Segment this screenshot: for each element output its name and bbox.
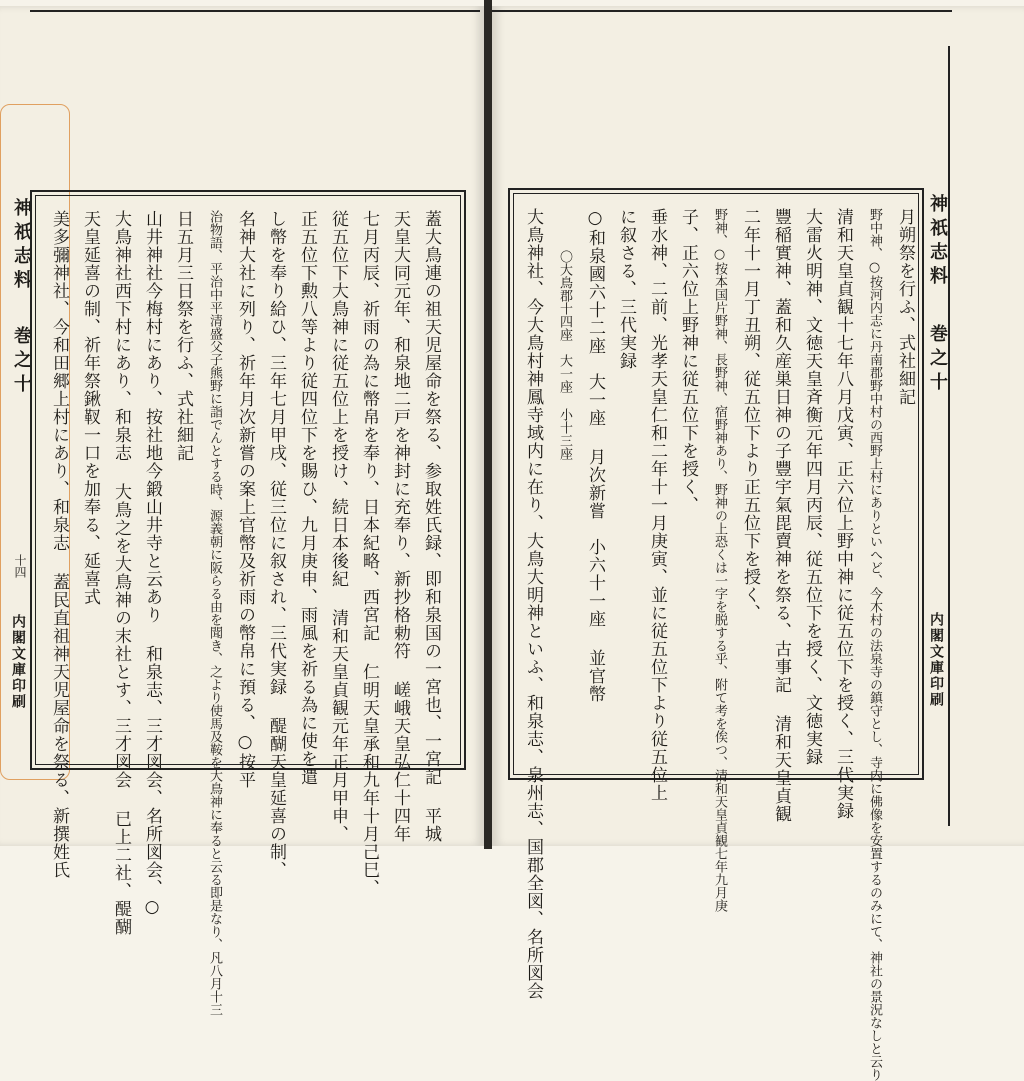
right-text-frame <box>508 188 924 1081</box>
left-margin-title: 神祇志料 <box>11 198 32 294</box>
text-column: 天皇延喜の制、祈年祭鍬靫一口を加奉る、延喜式 <box>80 210 100 606</box>
text-column: 垂水神、二前、光孝天皇仁和二年十一月庚寅、並に従五位下より従五位上 <box>647 208 667 802</box>
left-text-frame <box>30 190 466 1016</box>
text-column: 天皇大同元年、和泉地二戸を神封に充奉り、新抄格勅符 嵯峨天皇弘仁十四年 <box>390 210 410 843</box>
right-volume-label: 巻之十 <box>927 324 948 396</box>
text-column: 七月丙辰、祈雨の為に幣帛を奉り、日本紀略、西宮記 仁明天皇承和九年十月己巳、 <box>359 210 379 897</box>
text-column: 山井神社今梅村にあり、按社地今鍛山井寺と云あり 和泉志、三才図会、名所図会、○ <box>142 210 162 918</box>
text-column: 子、正六位上野神に従五位下を授く、 <box>678 208 698 514</box>
left-folio-number: 十四 <box>13 554 27 578</box>
text-column: 蓋大鳥連の祖天児屋命を祭る、参取姓氏録、即和泉国の一宮也、一宮記 平城 <box>421 210 441 843</box>
text-column: 美多彌神社、今和田郷上村にあり、和泉志 蓋民直祖神天児屋命を祭る、新撰姓氏 <box>49 210 69 879</box>
text-column: 二年十一月丁丑朔、従五位下より正五位下を授く、 <box>740 208 760 622</box>
left-printer-mark: 内閣文庫印刷 <box>10 614 26 710</box>
text-column: 豐稲實神、蓋和久産巣日神の子豐宇氣毘賣神を祭る、古事記 清和天皇貞観 <box>771 208 791 823</box>
right-page <box>492 6 1024 1081</box>
top-rule <box>30 10 480 12</box>
text-column: 正五位下勲八等より従四位下を賜ひ、九月庚申、雨風を祈る為に使を遣 <box>297 210 317 786</box>
text-column: ○和泉國六十二座 大一座 月次新嘗 小六十一座 並官幣 <box>585 208 605 703</box>
text-column: に叙さる、三代実録 <box>616 208 636 370</box>
top-rule <box>492 10 952 12</box>
right-printer-mark: 内閣文庫印刷 <box>928 612 944 708</box>
text-column: 日五月三日祭を行ふ、式社細記 <box>173 210 193 462</box>
text-column: 大鳥神社西下村にあり、和泉志 大鳥之を大鳥神の末社とす、三才図会 已上二社、醍醐 <box>111 210 131 936</box>
outer-rule <box>948 46 950 826</box>
book-gutter <box>484 0 492 849</box>
text-column: 野神、○按本国片野神、長野神、宿野神あり、野神の上恐くは一字を脱する乎、附て考を俟つ、清和天皇貞観七年九月庚 <box>712 208 727 912</box>
text-column: し幣を奉り給ひ、三年七月甲戌、従三位に叙され、三代実録 醍醐天皇延喜の制、 <box>266 210 286 879</box>
text-column: 従五位下大鳥神に従五位上を授け、続日本後紀 清和天皇貞観元年正月甲申、 <box>328 210 348 843</box>
text-column: 大鳥神社、今大鳥村神鳳寺域内に在り、大鳥大明神といふ、和泉志、泉州志、国郡全図、名所図会 <box>523 208 543 1000</box>
left-page <box>0 6 484 1016</box>
right-margin-title: 神祇志料 <box>927 194 948 290</box>
text-column: 治物語、平治中平清盛父子熊野に詣でんとする時、源義朝に阪らる由を聞き、之より使馬及鞍を大鳥神に奉ると云る即是なり、凡八月十三 <box>207 210 222 1016</box>
text-column: 名神大社に列り、祈年月次新嘗の案上官幣及祈雨の幣帛に預る、○按平 <box>235 210 255 789</box>
left-volume-label: 巻之十 <box>11 326 32 398</box>
text-column: 大雷火明神、文徳天皇斉衡元年四月丙辰、従五位下を授く、文徳実録 <box>802 208 822 766</box>
text-column: 〇大鳥郡十四座 大一座 小十三座 <box>557 250 572 460</box>
text-column: 清和天皇貞観十七年八月戊寅、正六位上野中神に従五位下を授く、三代実録 <box>833 208 853 820</box>
text-column: 月朔祭を行ふ、式社細記 <box>895 208 915 406</box>
text-column: 野中神、○按河内志に丹南郡野中村の西野上村にありといへど、今木村の法泉寺の鎮守とし、寺内に佛像を安置するのみにて、神社の景況なしと云り <box>867 208 882 1081</box>
